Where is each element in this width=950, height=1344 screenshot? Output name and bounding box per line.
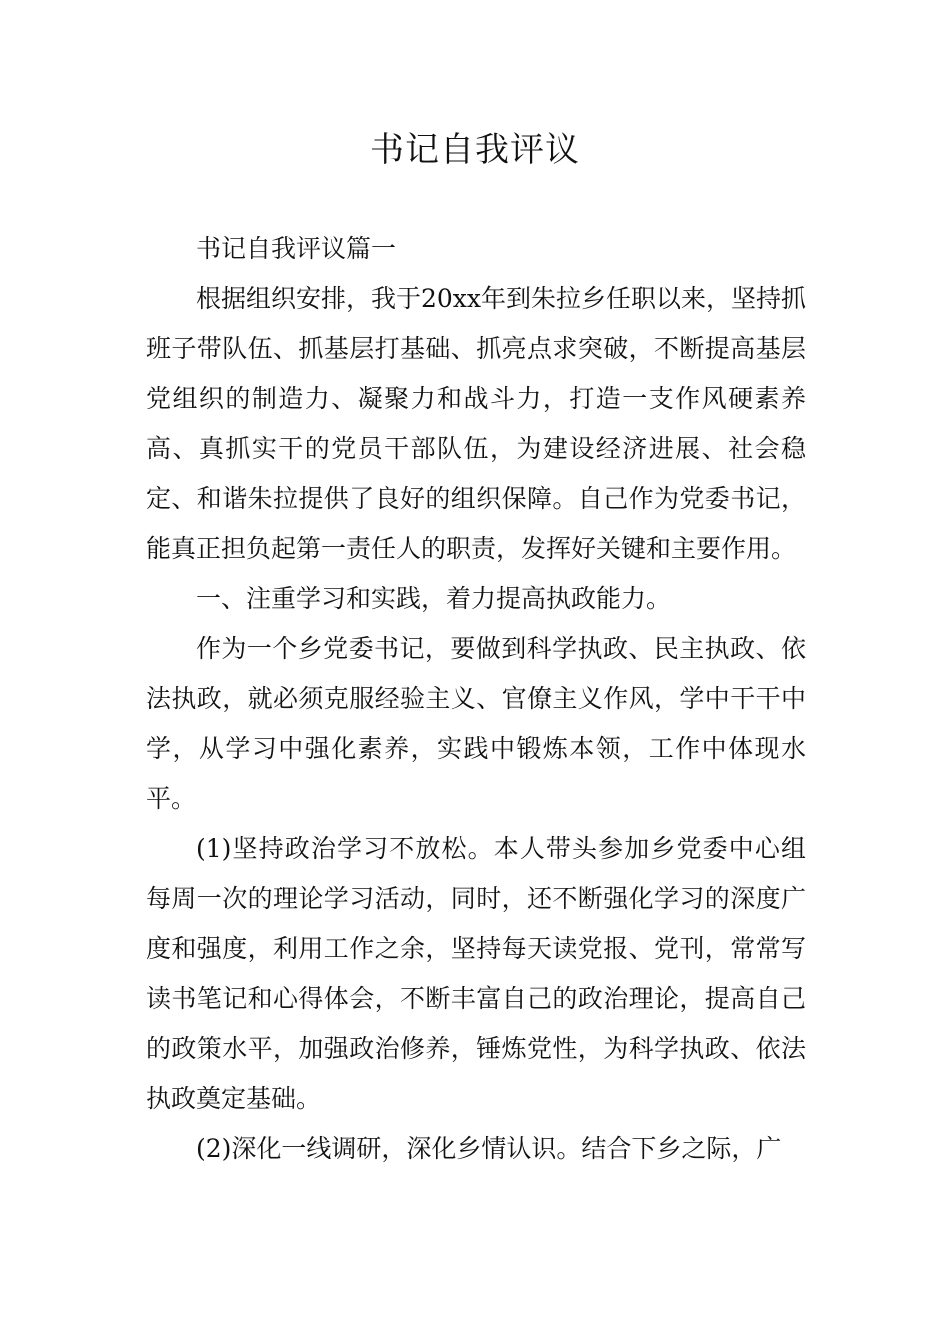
- paragraph: (2)深化一线调研，深化乡情认识。结合下乡之际，广: [196, 1134, 782, 1163]
- document-body: [146, 224, 806, 1174]
- paragraph: 作为一个乡党委书记，要做到科学执政、民主执政、依法执政，就必须克服经验主义、官僚主义作风，学中干干中学，从学习中强化素养，实践中锻炼本领，工作中体现水平。: [146, 634, 806, 813]
- section-heading: 书记自我评议篇一: [196, 234, 397, 263]
- subsection-heading: 一、注重学习和实践，着力提高执政能力。: [196, 584, 672, 613]
- paragraph: 根据组织安排，我于20xx年到朱拉乡任职以来，坚持抓班子带队伍、抓基层打基础、抓亮点求突破，不断提高基层党组织的制造力、凝聚力和战斗力，打造一支作风硬素养高、真抓实干的党员干部队伍，为建设经济进展、社会稳定、和谐朱拉提供了良好的组织保障。自己作为党委书记，能真正担负起第一责任人的职责，发挥好关键和主要作用。: [146, 284, 807, 563]
- paragraph: (1)坚持政治学习不放松。本人带头参加乡党委中心组每周一次的理论学习活动，同时，还不断强化学习的深度广度和强度，利用工作之余，坚持每天读党报、党刊，常常写读书笔记和心得体会，不断丰富自己的政治理论，提高自己的政策水平，加强政治修养，锤炼党性，为科学执政、依法执政奠定基础。: [146, 834, 806, 1113]
- document-title: 书记自我评议: [370, 130, 580, 170]
